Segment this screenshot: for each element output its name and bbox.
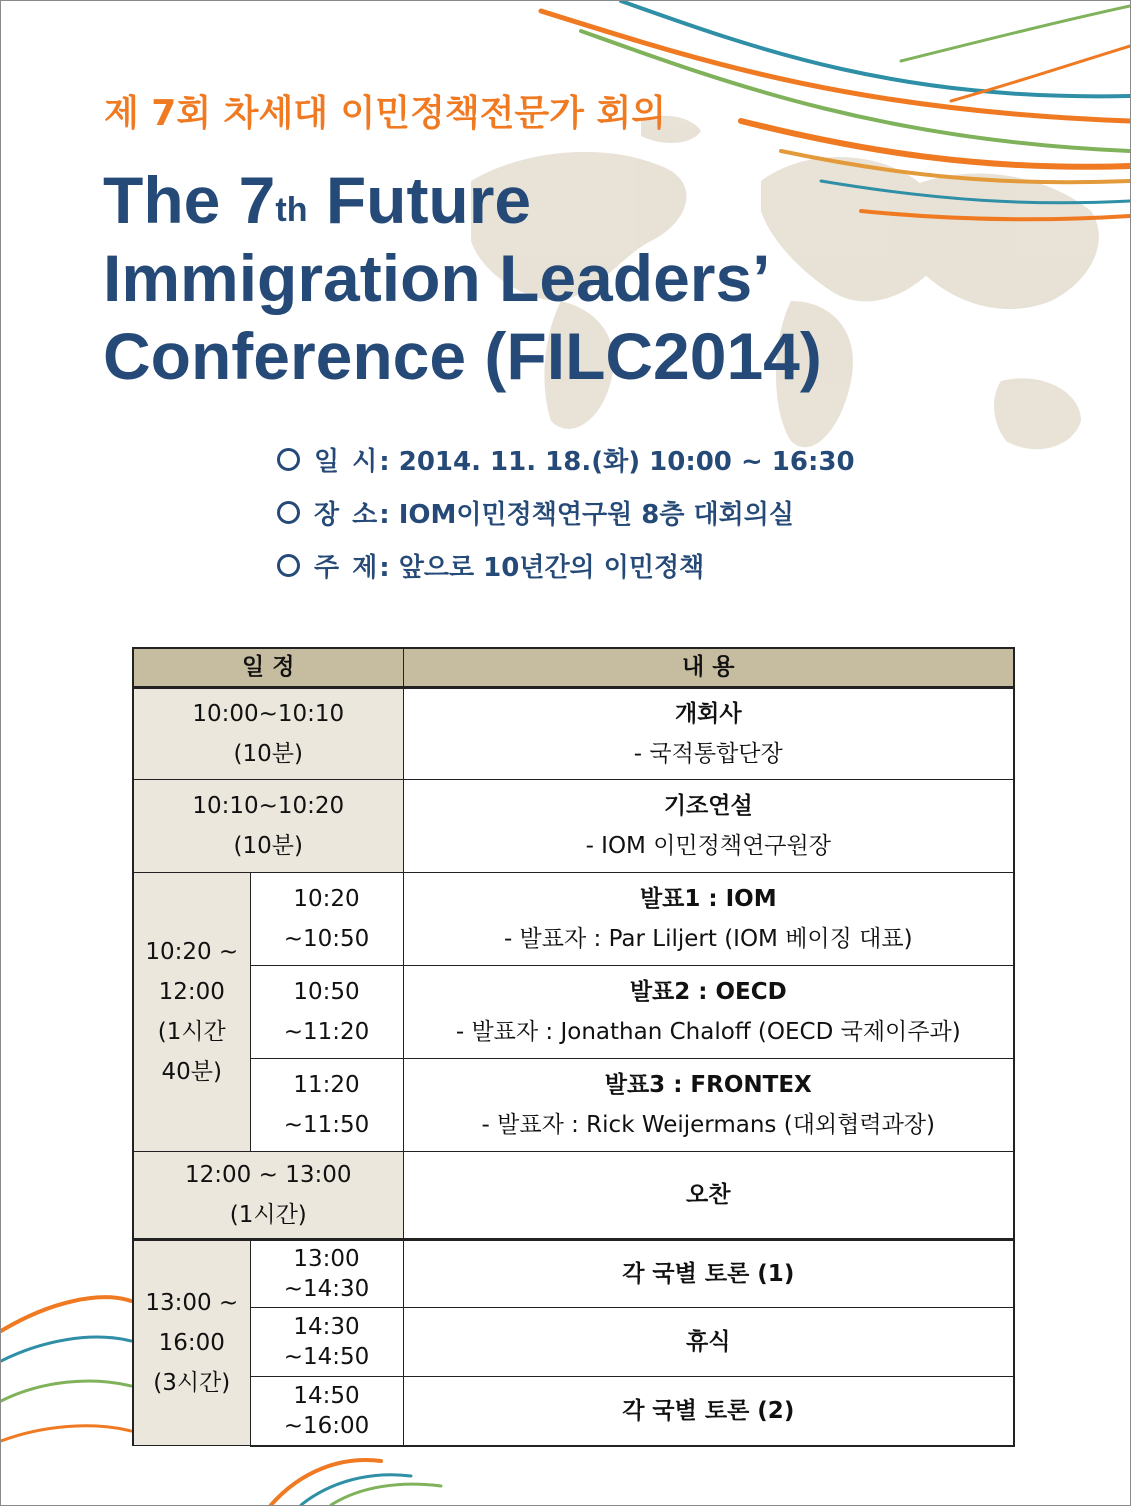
event-info: [277, 433, 855, 592]
session-detail: - 발표자 : Jonathan Chaloff (OECD 국제이주과): [455, 1019, 961, 1045]
group-time-line: 12:00: [158, 979, 225, 1005]
content-cell: [403, 780, 1014, 873]
table-row: [133, 1059, 1014, 1152]
session-detail: - IOM 이민정책연구원장: [585, 833, 831, 859]
sub-time-cell: [250, 873, 403, 966]
table-row: [133, 688, 1014, 780]
group-time-cell: [133, 1240, 250, 1446]
table-row: [133, 780, 1014, 873]
info-theme-label: 주 제: [314, 553, 380, 583]
content-cell: [403, 1059, 1014, 1152]
content-cell: [403, 1240, 1014, 1308]
table-row: [133, 1308, 1014, 1377]
sub-time-cell: [250, 1059, 403, 1152]
table-row: [133, 1377, 1014, 1446]
session-title: 발표1 : IOM: [639, 886, 777, 912]
sub-time-end: ~14:30: [283, 1276, 370, 1302]
content-cell: [403, 966, 1014, 1059]
info-date-label: 일 시: [314, 447, 380, 477]
session-title: 개회사: [674, 701, 742, 727]
sub-time-end: ~14:50: [283, 1344, 370, 1370]
content-cell: [403, 1377, 1014, 1446]
table-row: [133, 1240, 1014, 1308]
content-cell: [403, 1308, 1014, 1377]
time-cell: [133, 688, 403, 780]
table-row: [133, 966, 1014, 1059]
session-title: 발표2 : OECD: [629, 979, 787, 1005]
group-time-cell: [133, 873, 250, 1152]
session-detail: - 발표자 : Par Liljert (IOM 베이징 대표): [503, 926, 913, 952]
time-start: 10:10~10:20: [192, 793, 345, 819]
english-title: [103, 161, 822, 395]
korean-title: 제 7회 차세대 이민정책전문가 회의: [104, 93, 667, 134]
circle-bullet-icon: [277, 554, 300, 577]
info-date: [277, 433, 855, 486]
group-time-line: 10:20 ~: [145, 939, 239, 965]
session-title: 각 국별 토론 (2): [622, 1397, 795, 1424]
info-venue-label: 장 소: [314, 500, 380, 530]
session-detail: - 국적통합단장: [633, 741, 783, 767]
time-duration: (1시간): [229, 1202, 307, 1228]
sub-time-start: 10:20: [293, 886, 360, 912]
english-title-line1-post: Future: [307, 163, 532, 237]
sub-time-end: ~16:00: [283, 1412, 370, 1439]
sub-time-end: ~10:50: [283, 926, 370, 952]
group-time-line: (1시간: [157, 1019, 226, 1045]
sub-time-start: 14:50: [293, 1382, 360, 1409]
time-start: 12:00 ~ 13:00: [185, 1162, 352, 1188]
session-title: 휴식: [686, 1329, 731, 1355]
sub-time-start: 11:20: [293, 1072, 360, 1098]
table-header-row: [133, 648, 1014, 688]
session-title: 각 국별 토론 (1): [622, 1261, 795, 1287]
content-cell: [403, 688, 1014, 780]
table-row: [133, 1152, 1014, 1240]
ordinal-suffix: th: [275, 191, 308, 229]
header-content: 내 용: [403, 648, 1014, 688]
group-time-line: 16:00: [158, 1330, 225, 1356]
circle-bullet-icon: [277, 448, 300, 471]
session-title: 오찬: [686, 1182, 731, 1208]
session-title: 기조연설: [663, 793, 753, 819]
session-title: 발표3 : FRONTEX: [604, 1072, 812, 1098]
circle-bullet-icon: [277, 501, 300, 524]
info-venue: [277, 486, 855, 539]
sub-time-cell: [250, 1377, 403, 1446]
time-start: 10:00~10:10: [192, 701, 345, 727]
time-cell: [133, 1152, 403, 1240]
time-duration: (10분): [233, 833, 303, 859]
english-title-line1-pre: The 7: [103, 163, 276, 237]
session-detail: - 발표자 : Rick Weijermans (대외협력과장): [481, 1112, 935, 1138]
sub-time-cell: [250, 966, 403, 1059]
group-time-line: 13:00 ~: [145, 1290, 239, 1316]
time-cell: [133, 780, 403, 873]
schedule-table: [132, 647, 1015, 1447]
sub-time-start: 13:00: [293, 1246, 360, 1272]
info-theme-value: : 앞으로 10년간의 이민정책: [379, 553, 705, 583]
info-venue-value: : IOM이민정책연구원 8층 대회의실: [379, 500, 794, 530]
sub-time-end: ~11:50: [283, 1112, 370, 1138]
english-title-line1: [103, 161, 822, 239]
english-title-line3: Conference (FILC2014): [103, 319, 822, 393]
content-cell: [403, 873, 1014, 966]
sub-time-cell: [250, 1240, 403, 1308]
group-time-line: (3시간): [153, 1370, 231, 1396]
sub-time-end: ~11:20: [283, 1019, 370, 1045]
table-row: [133, 873, 1014, 966]
header-time: 일 정: [133, 648, 403, 688]
sub-time-cell: [250, 1308, 403, 1377]
info-theme: [277, 539, 855, 592]
content-cell: [403, 1152, 1014, 1240]
sub-time-start: 10:50: [293, 979, 360, 1005]
group-time-line: 40분): [161, 1059, 222, 1085]
time-duration: (10분): [233, 741, 303, 767]
english-title-line2: Immigration Leaders’: [103, 241, 771, 315]
sub-time-start: 14:30: [293, 1314, 360, 1340]
info-date-value: : 2014. 11. 18.(화) 10:00 ~ 16:30: [379, 447, 855, 477]
